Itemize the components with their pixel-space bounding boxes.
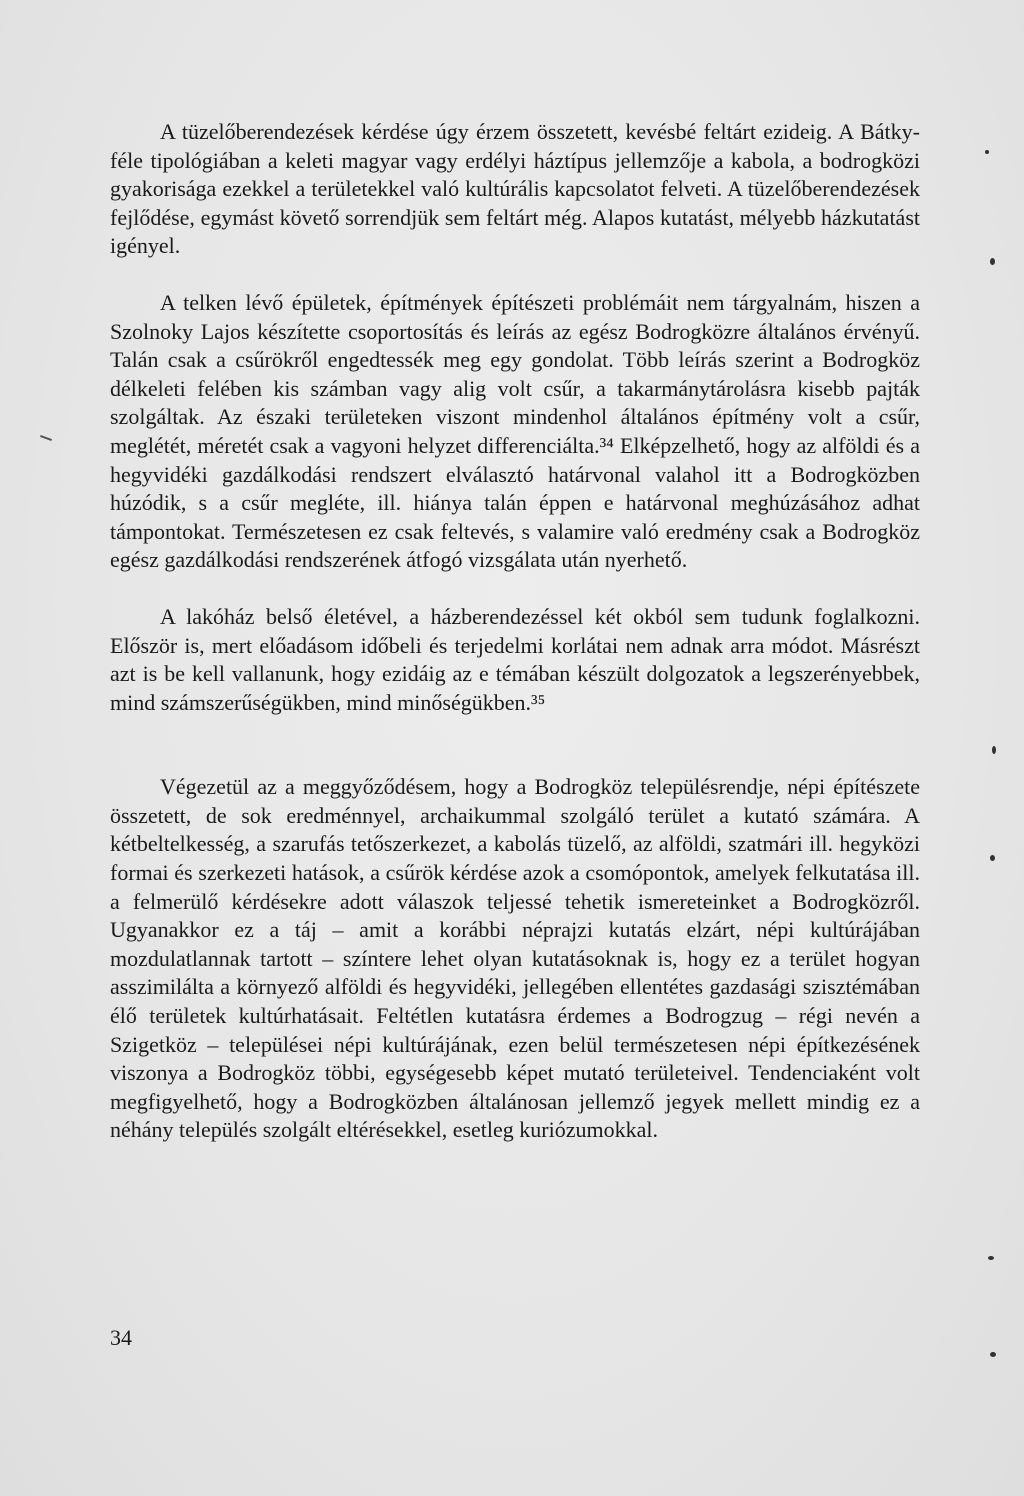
paragraph-vegezetul: Végezetül az a meggyőződésem, hogy a Bodrogköz településrendje, népi építészete összetett, de sok eredménnyel, archaikummal szolgáló terület a kutató számára. A kétbeltelkesség, a szarufás tetőszerkezet, a kabolás tüzelő, az alföldi, szatmári ill. hegyközi formai és szerkezeti hatások, a csűrök kérdése azok a csomópontok, amelyek felkutatása ill. a felmerülő kérdésekre adott válaszok teljessé tehetik ismereteinket a Bodrogközről. Ugyanakkor ez a táj – amit a korábbi néprajzi kutatás elzárt, népi kultúrájában mozdulatlannak tartott – színtere lehet olyan kutatásoknak is, hogy ez a terület hogyan asszimilálta a környező alföldi és hegyvidéki, jellegében ellentétes gazdasági szisztémában élő területek kultúrhatásait. Feltétlen kutatásra érdemes a Bodrogzug – régi nevén a Szigetköz – települései népi kultúrájának, ezen belül természetesen népi építkezésének viszonya a Bodrogköz többi, egységesebb képet mutató területeivel. Tendenciaként volt megfigyelhető, hogy a Bodrogközben általánosan jellemző jegyek mellett mindig ez a néhány település szolgált eltérésekkel, esetleg kuriózumokkal. (110, 774, 920, 1143)
scan-speck (990, 258, 995, 265)
scan-margin-mark (40, 435, 52, 441)
page-number: 34 (110, 1325, 132, 1350)
paragraph-telken-levo-epuletek: A telken lévő épületek, építmények építészeti problémáit nem tárgyalnám, hiszen a Szolnoky Lajos készítette csoportosítás és leírás az egész Bodrogközre általános érvényű. Talán csak a csűrökről engedtessék meg egy gondolat. Több leírás szerint a Bodrogköz délkeleti felében kis számban vagy alig volt csűr, a takarmánytárolásra kisebb pajták szolgáltak. Az északi területeken viszont mindenhol általános építmény volt a csűr, meglétét, méretét csak a vagyoni helyzet differenciálta.³⁴ Elképzelhető, hogy az alföldi és a hegyvidéki gazdálkodási rendszert elválasztó határvonal valahol itt a Bodrogközben húzódik, s a csűr megléte, ill. hiánya talán éppen e határvonal meghúzásához adhat támpontokat. Természetesen ez csak feltevés, s valamire való eredmény csak a Bodrogköz egész gazdálkodási rendszerének átfogó vizsgálata után nyerhető. (110, 289, 920, 573)
scan-speck (990, 855, 995, 861)
scan-speck (988, 1256, 994, 1260)
paragraph-tuzeloberendezesek: A tüzelőberendezések kérdése úgy érzem összetett, kevésbé feltárt ezideig. A Bátky-féle tipológiában a keleti magyar vagy erdélyi háztípus jellemzője a kabola, a bodrogközi gyakorisága ezekkel a területekkel való kultúrális kapcsolatot felveti. A tüzelőberendezések fejlődése, egymást követő sorrendjük sem feltárt még. Alapos kutatást, mélyebb házkutatást igényel. (110, 119, 920, 259)
paragraph-lakohaz-belso-elete: A lakóház belső életével, a házberendezéssel két okból sem tudunk foglalkozni. Először is, mert előadásom időbeli és terjedelmi korlátai nem adnak arra módot. Másrészt azt is be kell vallanunk, hogy ezidáig az e témában készült dolgozatok a legszerényebbek, mind számszerűségükben, mind minőségükben.³⁵ (110, 603, 920, 715)
scan-speck (992, 746, 996, 754)
scan-speck (990, 1352, 996, 1357)
document-body (110, 118, 920, 1145)
scan-speck (985, 150, 989, 154)
